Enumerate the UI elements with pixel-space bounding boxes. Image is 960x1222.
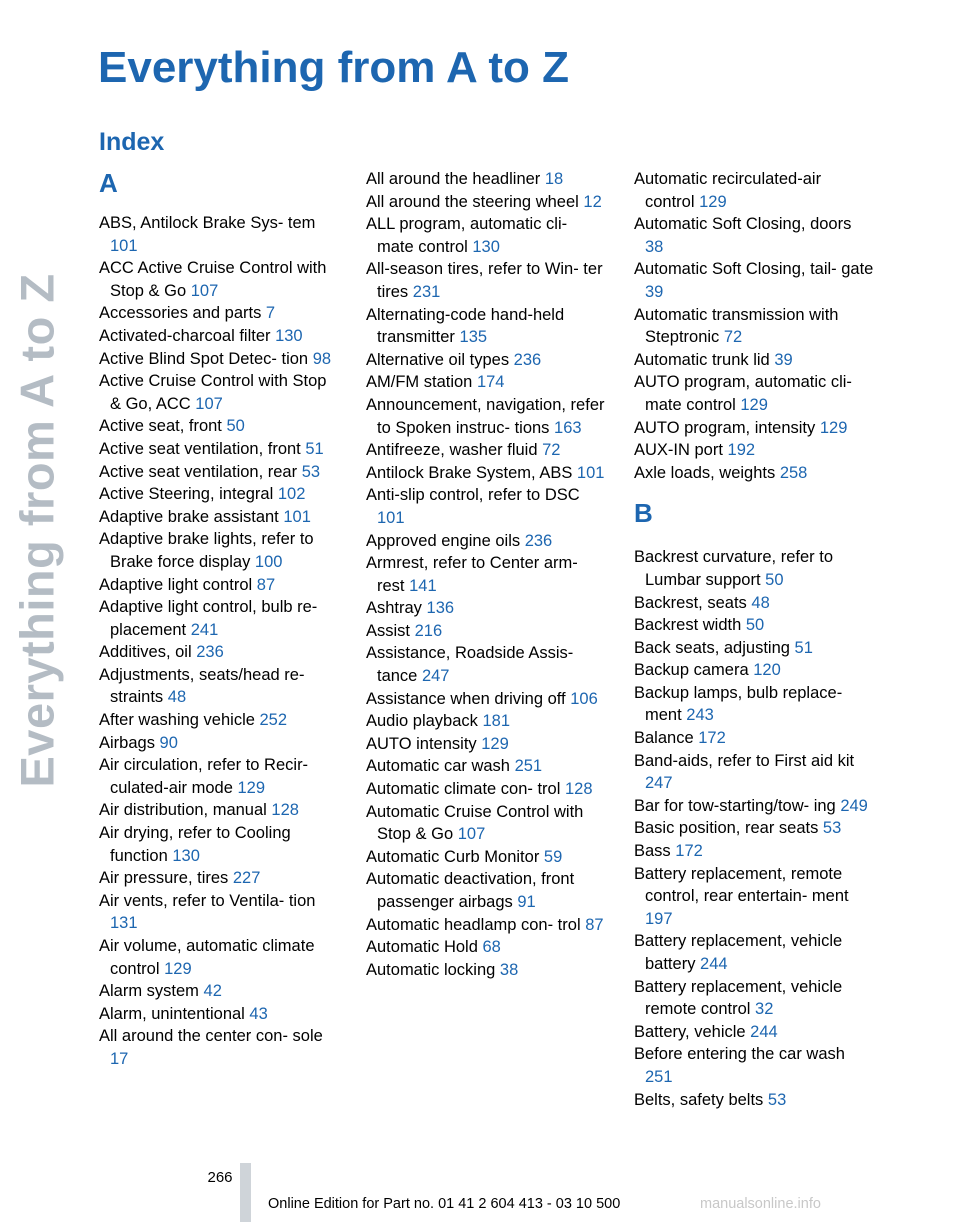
index-entry [366, 801, 606, 846]
index-entry-term: Bass [634, 842, 676, 861]
footer-bar [240, 1163, 251, 1222]
page-link[interactable]: 128 [271, 801, 299, 820]
page-title: Everything from A to Z [98, 43, 569, 92]
index-entry-term: Alarm system [99, 982, 204, 1001]
page-link[interactable]: 130 [172, 846, 200, 865]
index-entry [366, 394, 606, 439]
index-entry-term: Back seats, adjusting [634, 638, 795, 657]
index-entry [99, 1025, 339, 1070]
page-link[interactable]: 51 [794, 638, 813, 657]
index-entry-term: Automatic climate con‐ trol [366, 780, 565, 799]
page-link[interactable]: 50 [226, 417, 245, 436]
index-entry-term: AUTO program, intensity [634, 418, 820, 437]
index-entry-term: Alternative oil types [366, 350, 514, 369]
page-link[interactable]: 101 [377, 508, 405, 527]
page-link[interactable]: 163 [554, 418, 582, 437]
page-link[interactable]: 136 [426, 599, 455, 618]
index-entry-term: Battery replacement, vehicle remote control [634, 977, 843, 1019]
index-entry [634, 213, 874, 258]
page-link[interactable]: 107 [190, 281, 219, 300]
index-entry [366, 191, 606, 214]
index-entry [99, 348, 339, 371]
index-entry [634, 462, 874, 485]
side-title-text: Everything from A to Z [10, 272, 64, 788]
index-entry [99, 415, 339, 438]
index-entry [634, 795, 874, 818]
page-link[interactable]: 131 [110, 914, 138, 933]
page-link[interactable]: 48 [167, 688, 187, 707]
index-entry [99, 709, 339, 732]
index-entry-term: Backrest curvature, refer to Lumbar support [634, 548, 833, 589]
page-link[interactable]: 59 [543, 847, 563, 866]
index-entry-term: Automatic headlamp con‐ trol [366, 915, 586, 934]
index-entry [366, 755, 606, 778]
page-link[interactable]: 98 [312, 349, 332, 368]
page-link[interactable]: 53 [822, 819, 842, 838]
index-entry [366, 778, 606, 801]
page-link[interactable]: 7 [265, 304, 276, 323]
index-entry [99, 641, 339, 664]
index-entry-term: ALL program, automatic cli‐ mate control [366, 215, 568, 256]
page-link[interactable]: 38 [645, 237, 664, 256]
index-entry-term: Active Steering, integral [99, 485, 278, 504]
page-link[interactable]: 129 [699, 192, 727, 211]
index-entry-term: AUX-IN port [634, 441, 728, 460]
page-link[interactable]: 243 [686, 706, 714, 725]
index-entry-term: Active seat ventilation, front [99, 439, 306, 458]
page-link[interactable]: 38 [499, 960, 519, 979]
page-link[interactable]: 236 [513, 350, 542, 369]
index-column-3 [634, 168, 874, 1111]
index-entry [634, 349, 874, 372]
index-entry [366, 552, 606, 597]
page-link[interactable]: 244 [700, 955, 728, 973]
index-entry-term: Airbags [99, 733, 160, 752]
index-entry [366, 530, 606, 553]
index-entry [366, 168, 606, 191]
index-entry [99, 1003, 339, 1026]
page-link[interactable]: 236 [524, 531, 553, 550]
index-entry-term: Additives, oil [99, 643, 197, 662]
page-link[interactable]: 129 [740, 395, 768, 414]
page-link[interactable]: 181 [482, 712, 511, 731]
index-entry-term: Active Blind Spot Detec‐ tion [99, 349, 313, 368]
index-column-1 [99, 168, 339, 1071]
index-entry [99, 799, 339, 822]
index-entry [366, 936, 606, 959]
page-link[interactable]: 216 [414, 621, 443, 640]
index-entry-term: Backup lamps, bulb replace‐ ment [634, 683, 843, 725]
index-entry-term: Automatic Hold [366, 938, 483, 957]
index-entry-term: AM/FM station [366, 373, 477, 392]
page-number: 266 [207, 1169, 233, 1186]
page-link[interactable]: 51 [305, 439, 324, 458]
page-link[interactable]: 50 [765, 570, 784, 589]
index-entry [99, 980, 339, 1003]
index-heading: Index [99, 128, 165, 156]
page-link[interactable]: 130 [275, 326, 303, 345]
page-link[interactable]: 192 [727, 441, 756, 460]
section-letter: A [99, 168, 118, 198]
page-link[interactable]: 68 [482, 938, 501, 957]
index-entry-term: Air drying, refer to Cooling function [99, 824, 291, 865]
index-entry [366, 304, 606, 349]
index-entry [366, 349, 606, 372]
index-entry [634, 840, 874, 863]
index-entry [634, 417, 874, 440]
index-entry-term: Automatic car wash [366, 757, 515, 776]
page-link[interactable]: 32 [755, 1000, 774, 1019]
index-entry-term: ACC Active Cruise Control with Stop & Go [99, 259, 327, 300]
index-entry [634, 592, 874, 615]
index-entry-term: Active seat ventilation, rear [99, 462, 302, 481]
index-entry [366, 959, 606, 982]
index-entry [366, 213, 606, 258]
page-link[interactable]: 107 [457, 825, 486, 844]
page-link[interactable]: 231 [412, 282, 441, 301]
page-link[interactable]: 100 [254, 552, 283, 571]
index-column-2 [366, 168, 606, 981]
section-letter: B [634, 498, 653, 529]
index-entry-term: Ashtray [366, 599, 427, 618]
page-link[interactable]: 129 [237, 778, 266, 797]
index-entry [634, 750, 874, 795]
index-entry-term: Automatic Curb Monitor [366, 847, 544, 866]
page-link[interactable]: 172 [675, 842, 703, 861]
index-entry-term: Active seat, front [99, 417, 227, 436]
index-entry-term: Air vents, refer to Ventila‐ tion [99, 891, 316, 910]
side-title [0, 40, 76, 1020]
index-entry-term: Assistance, Roadside Assis‐ tance [366, 644, 574, 686]
index-entry [99, 212, 339, 257]
index-entry-term: Adaptive light control [99, 575, 257, 594]
index-entry [366, 620, 606, 643]
page-link[interactable]: 120 [753, 661, 781, 680]
index-entry-term: Accessories and parts [99, 304, 266, 323]
index-entry [366, 710, 606, 733]
edition-note: Online Edition for Part no. 01 41 2 604 413 - 03 10 500 [268, 1196, 621, 1212]
index-entry [366, 371, 606, 394]
index-entry-term: ABS, Antilock Brake Sys‐ tem [99, 214, 316, 232]
index-entry [634, 637, 874, 660]
page-link[interactable]: 72 [723, 328, 743, 347]
page-link[interactable]: 90 [159, 733, 178, 752]
index-entry [99, 257, 339, 302]
page-link[interactable]: 129 [164, 959, 192, 978]
index-entry-term: Automatic locking [366, 960, 500, 979]
index-entry [634, 863, 874, 931]
index-entry [99, 438, 339, 461]
index-entry [366, 258, 606, 303]
index-entry-term: Automatic Soft Closing, tail‐ gate [634, 260, 874, 279]
index-entry [99, 370, 339, 415]
index-entry [634, 258, 874, 303]
index-entry [634, 168, 874, 213]
index-entry [99, 461, 339, 484]
index-entry [99, 528, 339, 573]
index-entry-term: Backup camera [634, 661, 754, 680]
index-entry-term: After washing vehicle [99, 711, 260, 730]
index-entry-term: Antifreeze, washer fluid [366, 441, 543, 460]
index-entry-term: Active Cruise Control with Stop & Go, ACC [99, 372, 327, 413]
index-entry [634, 304, 874, 349]
index-entry-term: Automatic Soft Closing, doors [634, 215, 852, 234]
index-entry [99, 732, 339, 755]
index-entry-term: All around the center con‐ sole [99, 1027, 323, 1046]
page-link[interactable]: 130 [472, 237, 500, 256]
page-link[interactable]: 53 [767, 1090, 787, 1109]
index-entry [366, 642, 606, 687]
index-entry [634, 1043, 874, 1088]
page-link[interactable]: 48 [751, 593, 770, 612]
index-entry [634, 659, 874, 682]
page-link[interactable]: 129 [481, 734, 509, 753]
index-entry [634, 546, 874, 591]
index-entry-term: Backrest width [634, 616, 746, 635]
index-entry-term: Activated-charcoal filter [99, 326, 276, 345]
index-entry [366, 484, 606, 529]
index-entry-term: Band-aids, refer to First aid kit [634, 751, 855, 770]
page-link[interactable]: 251 [645, 1067, 673, 1086]
index-entry [99, 822, 339, 867]
page-link[interactable]: 174 [476, 373, 505, 392]
page-link[interactable]: 247 [645, 774, 673, 793]
page-link[interactable]: 249 [840, 796, 868, 815]
index-entry-term: Belts, safety belts [634, 1090, 768, 1109]
page-link[interactable]: 252 [259, 711, 288, 730]
page-link[interactable]: 18 [544, 170, 564, 188]
index-entry [99, 302, 339, 325]
index-entry-term: Audio playback [366, 712, 483, 731]
index-entry-term: Alarm, unintentional [99, 1004, 250, 1023]
index-entry-term: Air volume, automatic climate control [99, 937, 315, 978]
page-link[interactable]: 101 [283, 507, 311, 526]
index-entry [366, 688, 606, 711]
page-link[interactable]: 241 [190, 620, 219, 639]
index-entry [634, 930, 874, 975]
page-link[interactable]: 244 [750, 1022, 778, 1041]
index-entry [366, 439, 606, 462]
index-entry [634, 727, 874, 750]
index-entry [99, 664, 339, 709]
index-entry-term: All-season tires, refer to Win‐ ter tires [366, 260, 603, 301]
index-entry-term: Assist [366, 621, 415, 640]
index-entry-term: Axle loads, weights [634, 463, 780, 482]
index-entry-term: Balance [634, 729, 699, 748]
index-entry [99, 483, 339, 506]
index-entry-term: Air distribution, manual [99, 801, 272, 820]
index-entry-term: Bar for tow-starting/tow‐ ing [634, 796, 841, 815]
index-entry-term: Battery replacement, vehicle battery [634, 932, 843, 973]
page-link[interactable]: 128 [564, 780, 593, 799]
page-link[interactable]: 87 [585, 915, 604, 934]
index-entry-term: Automatic transmission with Steptronic [634, 305, 839, 347]
index-entry [99, 754, 339, 799]
page-link[interactable]: 247 [421, 667, 450, 686]
page-link[interactable]: 53 [301, 462, 321, 481]
page-link[interactable]: 72 [542, 441, 561, 460]
index-entry-term: Air pressure, tires [99, 869, 233, 888]
index-entry [366, 733, 606, 756]
page-link[interactable]: 39 [645, 282, 664, 301]
page-link[interactable]: 258 [779, 463, 808, 482]
index-entry-term: Backrest, seats [634, 593, 752, 612]
index-entry [634, 1021, 874, 1044]
page-link[interactable]: 107 [195, 394, 223, 413]
index-entry [634, 614, 874, 637]
page-link[interactable]: 43 [249, 1004, 268, 1023]
page-link[interactable]: 251 [514, 757, 543, 776]
index-entry-term: Before entering the car wash [634, 1045, 845, 1064]
index-entry [99, 596, 339, 641]
page-link[interactable]: 39 [774, 350, 793, 369]
index-entry-term: Automatic deactivation, front passenger airbags [366, 870, 575, 911]
page-link[interactable]: 227 [232, 869, 261, 888]
index-entry-term: All around the headliner [366, 170, 545, 188]
index-entry-term: AUTO program, automatic cli‐ mate control [634, 373, 852, 414]
page-link[interactable]: 129 [819, 418, 848, 437]
index-entry [366, 914, 606, 937]
index-entry [634, 682, 874, 727]
index-entry [366, 846, 606, 869]
index-entry-term: Assistance when driving off [366, 689, 571, 708]
page-link[interactable]: 101 [576, 463, 605, 482]
index-entry [634, 371, 874, 416]
index-entry [99, 935, 339, 980]
index-entry-term: Armrest, refer to Center arm‐ rest [366, 554, 578, 595]
index-entry-term: Battery replacement, remote control, rear entertain‐ ment [634, 864, 849, 906]
index-entry [99, 574, 339, 597]
index-entry [634, 1089, 874, 1112]
index-entry-term: Announcement, navigation, refer to Spoken instruc‐ tions [366, 395, 605, 437]
page-link[interactable]: 91 [517, 893, 536, 911]
page-link[interactable]: 172 [698, 729, 726, 748]
page-link[interactable]: 236 [196, 643, 224, 662]
index-entry-term: Air circulation, refer to Recir‐ culated-air mode [99, 756, 309, 797]
page-link[interactable]: 42 [203, 982, 222, 1001]
page-link[interactable]: 87 [256, 575, 276, 594]
index-entry [366, 868, 606, 913]
index-entry [99, 325, 339, 348]
index-entry-term: Approved engine oils [366, 531, 525, 550]
page-link[interactable]: 12 [583, 192, 602, 211]
page-link[interactable]: 102 [277, 485, 306, 504]
index-entry-term: Automatic Cruise Control with Stop & Go [366, 802, 584, 844]
index-entry [366, 597, 606, 620]
index-entry-term: AUTO intensity [366, 734, 482, 753]
index-entry-term: Alternating-code hand-held transmitter [366, 305, 565, 347]
index-entry-term: Adaptive brake lights, refer to Brake force display [99, 530, 314, 571]
index-entry-term: Adjustments, seats/head re‐ straints [99, 665, 305, 707]
index-entry-term: Automatic recirculated-air control [634, 170, 822, 211]
index-entry [634, 439, 874, 462]
index-entry-term: Adaptive light control, bulb re‐ placement [99, 598, 318, 639]
index-entry-term: Adaptive brake assistant [99, 507, 284, 526]
page-link[interactable]: 197 [645, 909, 673, 928]
index-entry [366, 462, 606, 485]
page-link[interactable]: 106 [570, 689, 598, 708]
index-entry [99, 506, 339, 529]
index-entry [634, 976, 874, 1021]
index-entry [634, 817, 874, 840]
index-entry-term: Anti-slip control, refer to DSC [366, 486, 580, 505]
page-link[interactable]: 135 [459, 328, 488, 347]
page-link[interactable]: 141 [409, 576, 437, 595]
page-link[interactable]: 50 [745, 616, 765, 635]
page-link[interactable]: 17 [110, 1049, 129, 1068]
index-entry [99, 867, 339, 890]
index-entry-term: Basic position, rear seats [634, 819, 823, 838]
index-entry-term: All around the steering wheel [366, 192, 584, 211]
index-entry-term: Battery, vehicle [634, 1022, 751, 1041]
index-entry-term: Automatic trunk lid [634, 350, 775, 369]
watermark: manualsonline.info [700, 1196, 821, 1212]
index-entry-term: Antilock Brake System, ABS [366, 463, 577, 482]
index-entry [99, 890, 339, 935]
page-link[interactable]: 101 [110, 236, 138, 255]
